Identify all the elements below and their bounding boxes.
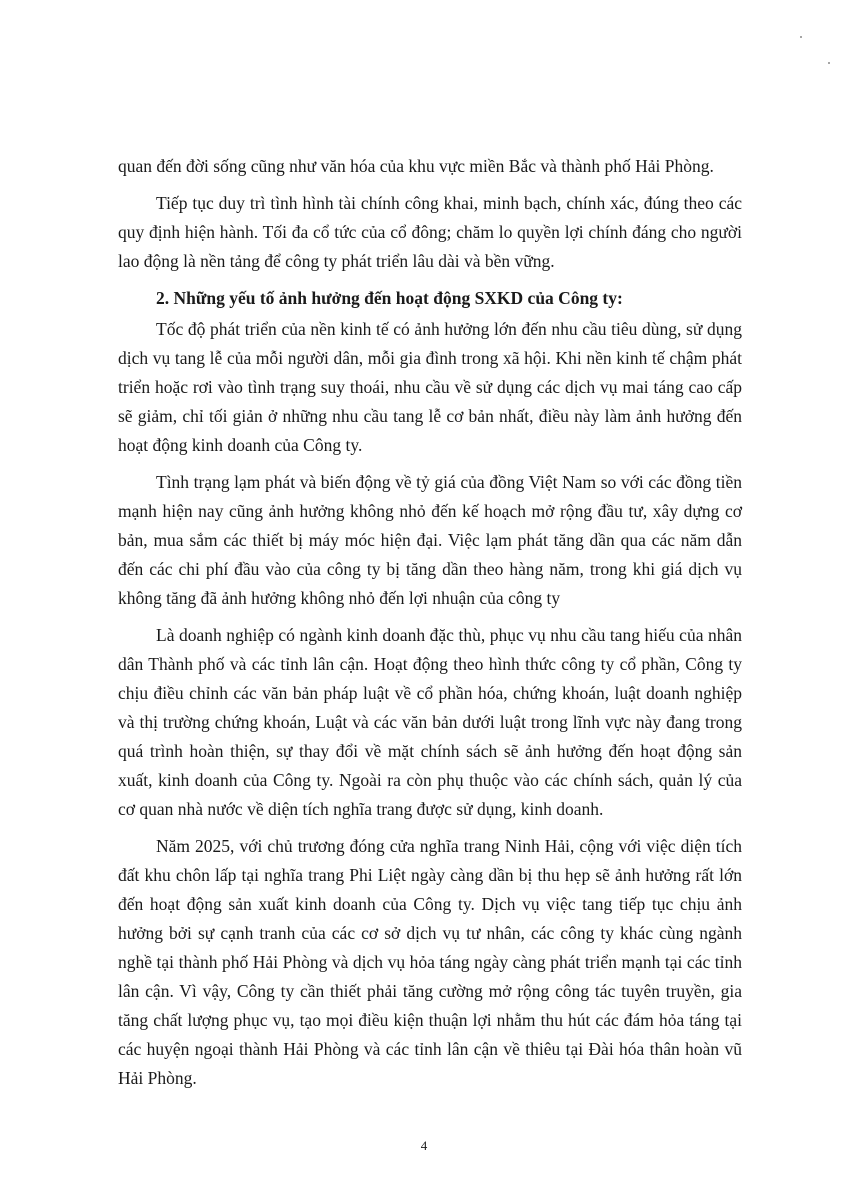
document-page — [118, 152, 742, 1101]
paragraph-continuation: quan đến đời sống cũng như văn hóa của khu vực miền Bắc và thành phố Hải Phòng. — [118, 156, 714, 176]
scan-speck — [828, 62, 830, 64]
paragraph-economy: Tốc độ phát triển của nền kinh tế có ảnh hưởng lớn đến nhu cầu tiêu dùng, sử dụng dịch vụ tang lễ của mỗi người dân, mỗi gia đình trong xã hội. Khi nền kinh tế chậm phát triển hoặc rơi vào tình trạng suy thoái, nhu cầu về sử dụng các dịch vụ mai táng cao cấp sẽ giảm, chỉ tối giản ở những nhu cầu tang lễ cơ bản nhất, điều này làm ảnh hưởng đến hoạt động kinh doanh của Công ty. — [118, 319, 742, 455]
paragraph-2025: Năm 2025, với chủ trương đóng cửa nghĩa trang Ninh Hải, cộng với việc diện tích đất khu chôn lấp tại nghĩa trang Phi Liệt ngày càng dần bị thu hẹp sẽ ảnh hưởng rất lớn đến hoạt động sản xuất kinh doanh của Công ty. Dịch vụ việc tang tiếp tục chịu ảnh hưởng bởi sự cạnh tranh của các cơ sở dịch vụ tư nhân, các công ty khác cùng ngành nghề tại thành phố Hải Phòng và dịch vụ hỏa táng ngày càng phát triển mạnh tại các tỉnh lân cận. Vì vậy, Công ty cần thiết phải tăng cường mở rộng công tác tuyên truyền, gia tăng chất lượng phục vụ, tạo mọi điều kiện thuận lợi nhằm thu hút các đám hỏa táng tại các huyện ngoại thành Hải Phòng và các tỉnh lân cận về thiêu tại Đài hóa thân hoàn vũ Hải Phòng. — [118, 836, 742, 1088]
scan-speck — [800, 36, 802, 38]
page-number: 4 — [420, 1138, 428, 1153]
paragraph-business-type: Là doanh nghiệp có ngành kinh doanh đặc thù, phục vụ nhu cầu tang hiếu của nhân dân Thành phố và các tỉnh lân cận. Hoạt động theo hình thức công ty cổ phần, Công ty chịu điều chỉnh các văn bản pháp luật về cổ phần hóa, chứng khoán, luật doanh nghiệp và thị trường chứng khoán, Luật và các văn bản dưới luật trong lĩnh vực này đang trong quá trình hoàn thiện, sự thay đổi về mặt chính sách sẽ ảnh hưởng đến hoạt động sản xuất, kinh doanh của Công ty. Ngoài ra còn phụ thuộc vào các chính sách, quản lý của cơ quan nhà nước về diện tích nghĩa trang được sử dụng, kinh doanh. — [118, 625, 742, 819]
section-heading: 2. Những yếu tố ảnh hưởng đến hoạt động SXKD của Công ty: — [156, 288, 623, 308]
paragraph-finance: Tiếp tục duy trì tình hình tài chính công khai, minh bạch, chính xác, đúng theo các quy định hiện hành. Tối đa cổ tức của cổ đông; chăm lo quyền lợi chính đáng cho người lao động là nền tảng để công ty phát triển lâu dài và bền vững. — [118, 193, 742, 271]
paragraph-inflation: Tình trạng lạm phát và biến động về tỷ giá của đồng Việt Nam so với các đồng tiền mạnh hiện nay cũng ảnh hưởng không nhỏ đến kế hoạch mở rộng đầu tư, xây dựng cơ bản, mua sắm các thiết bị máy móc hiện đại. Việc lạm phát tăng dần qua các năm dẫn đến các chi phí đầu vào của công ty bị tăng dần theo hàng năm, trong khi giá dịch vụ không tăng đã ảnh hưởng không nhỏ đến lợi nhuận của công ty — [118, 472, 742, 608]
